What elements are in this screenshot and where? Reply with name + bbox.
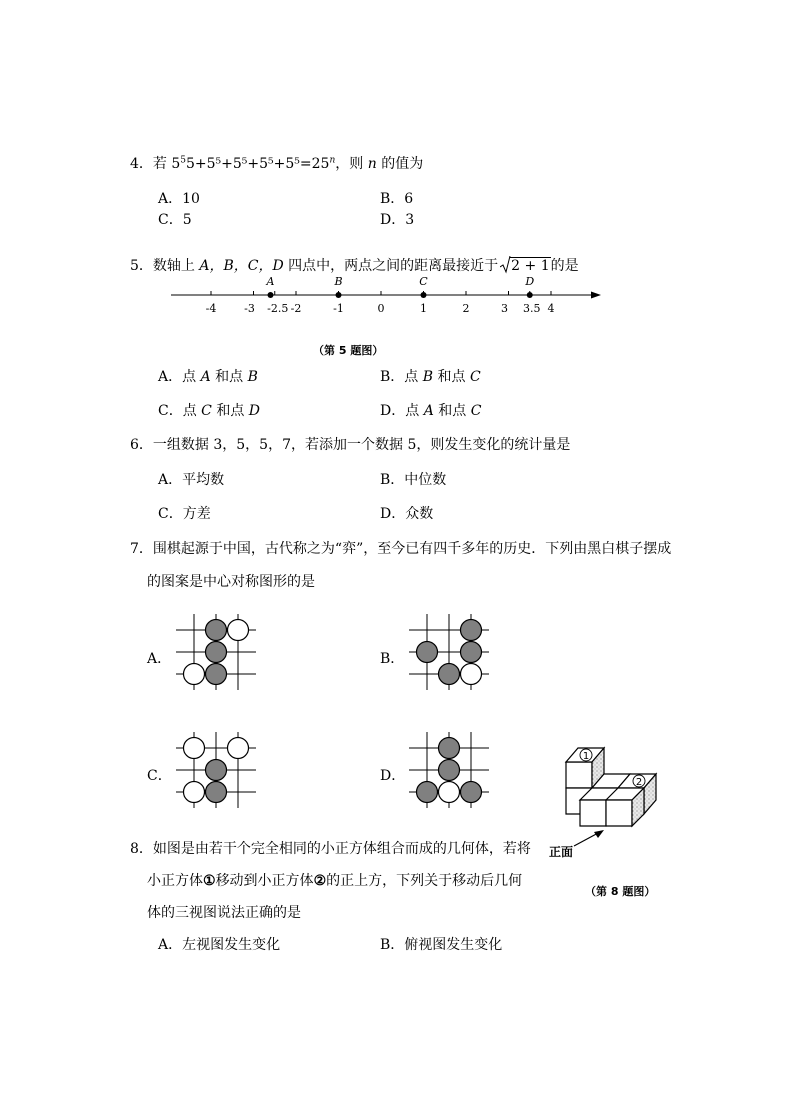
tick-label: -2.5 <box>267 302 289 315</box>
q4-stem <box>130 153 423 173</box>
q6-option-b[interactable] <box>380 469 446 489</box>
q5-option-c[interactable] <box>158 400 260 420</box>
option-text: 10 <box>182 191 200 207</box>
option-text: 3 <box>405 212 415 228</box>
q4-stem-end: 的值为 <box>376 156 424 172</box>
option-label: D． <box>380 403 406 419</box>
tick-label: -1 <box>333 302 344 315</box>
go-pattern-a[interactable] <box>172 612 264 692</box>
option-text: 和点 <box>210 369 248 385</box>
option-label: C． <box>158 506 183 522</box>
q7-stem-text: 围棋起源于中国，古代称之为“弈”，至今已有四千多年的历史．下列由黑白棋子摆成 <box>152 541 672 557</box>
go-pattern-c[interactable] <box>172 730 264 810</box>
q4-option-a[interactable] <box>158 188 200 208</box>
option-var: C <box>470 403 482 419</box>
white-stone <box>228 738 249 759</box>
option-label: A． <box>158 369 183 385</box>
cube-front-b <box>606 800 632 826</box>
option-text: 俯视图发生变化 <box>404 937 503 953</box>
q4-option-d[interactable] <box>380 209 414 229</box>
option-label: C． <box>158 403 183 419</box>
option-var: B <box>422 369 434 385</box>
option-label: D． <box>380 506 406 522</box>
q5-stem-b: 四点中，两点之间的距离最接近于 <box>283 258 499 274</box>
go-pattern-d[interactable] <box>405 730 497 810</box>
black-stone <box>206 620 227 641</box>
option-var: B <box>247 369 258 385</box>
option-text: 和点 <box>433 403 471 419</box>
option-text: 6 <box>404 191 414 207</box>
q8-stem-line2 <box>147 870 522 890</box>
point-label: C <box>419 275 428 288</box>
q8-option-a[interactable] <box>158 934 280 954</box>
option-label: B． <box>380 369 405 385</box>
point-marker <box>268 292 274 298</box>
cube-front-a <box>580 800 606 826</box>
q8-option-b[interactable] <box>380 934 502 954</box>
q7-option-b-label[interactable]: B． <box>380 651 405 667</box>
option-text: 中位数 <box>404 472 447 488</box>
black-stone <box>206 782 227 803</box>
black-stone <box>206 760 227 781</box>
option-var: C <box>201 403 212 419</box>
q5-points-text: A，B，C，D <box>199 258 284 274</box>
tick-label: -2 <box>290 302 302 315</box>
black-stone <box>461 642 482 663</box>
point-label: B <box>334 275 343 288</box>
q7-stem-line2: 的图案是中心对称图形的是 <box>147 574 315 590</box>
q5-caption: （第 5 题图） <box>313 344 384 357</box>
option-var: A <box>423 403 434 419</box>
tick-label: 1 <box>420 302 427 315</box>
q4-exp-n: n <box>329 155 336 166</box>
q7-stem-line1 <box>130 538 671 558</box>
q8-stem-part: 移动到小正方体 <box>215 873 314 889</box>
option-label: B． <box>380 937 405 953</box>
black-stone <box>206 664 227 685</box>
tick-label: -3 <box>244 302 255 315</box>
q8-stem-line3: 体的三视图说法正确的是 <box>147 905 301 921</box>
option-text: 点 <box>405 403 424 419</box>
q7-number: 7． <box>130 541 153 557</box>
q8-stem-part: 的正上方，下列关于移动后几何 <box>326 873 523 889</box>
q8-caption: （第 8 题图） <box>585 885 656 898</box>
option-text: 方差 <box>182 506 211 522</box>
q5-option-a[interactable] <box>158 366 258 386</box>
option-text: 平均数 <box>182 472 225 488</box>
q8-stem-line1 <box>130 838 531 858</box>
q8-number: 8． <box>130 841 153 857</box>
black-stone <box>439 738 460 759</box>
q4-option-c[interactable] <box>158 209 192 229</box>
point-marker <box>421 292 427 298</box>
q8-stem-part: 小正方体 <box>147 873 203 889</box>
option-var: A <box>200 369 211 385</box>
q4-option-b[interactable] <box>380 188 413 208</box>
tick-label: 2 <box>462 302 470 315</box>
q4-number: 4． <box>130 156 153 172</box>
white-stone <box>461 664 482 685</box>
white-stone <box>184 664 205 685</box>
q4-stem-text: 5+5⁵+5⁵+5⁵+5⁵=25 <box>186 156 330 172</box>
option-text: 点 <box>404 369 423 385</box>
black-stone <box>439 664 460 685</box>
point-marker <box>527 292 533 298</box>
cube-1-ref: ① <box>203 873 216 889</box>
cube-1-label: 1 <box>582 751 590 762</box>
white-stone <box>439 782 460 803</box>
q8-stem-text: 如图是由若干个完全相同的小正方体组合而成的几何体，若将 <box>152 841 531 857</box>
q6-number: 6． <box>130 437 153 453</box>
tick-marks <box>211 291 551 295</box>
option-text: 点 <box>182 403 202 419</box>
black-stone <box>461 782 482 803</box>
point-label: A <box>266 275 275 288</box>
white-stone <box>184 738 205 759</box>
white-stone <box>184 782 205 803</box>
black-stone <box>439 760 460 781</box>
q7-option-c-label[interactable]: C． <box>147 768 172 784</box>
q4-exp-5: 5 <box>180 155 187 166</box>
option-label: A． <box>158 937 183 953</box>
number-line-arrow <box>591 292 601 299</box>
option-text: 左视图发生变化 <box>182 937 281 953</box>
q5-number: 5． <box>130 258 153 274</box>
q4-var-n: n <box>367 156 377 172</box>
option-text: 和点 <box>211 403 249 419</box>
q7-option-d-label[interactable]: D． <box>380 768 406 784</box>
point-marker <box>336 292 342 298</box>
option-label: B． <box>380 472 405 488</box>
option-label: A． <box>158 191 183 207</box>
q6-option-d[interactable] <box>380 503 433 523</box>
black-stone <box>417 642 438 663</box>
q6-stem <box>130 434 570 454</box>
option-text: 和点 <box>433 369 470 385</box>
point-label: D <box>525 275 535 288</box>
q6-option-c[interactable] <box>158 503 211 523</box>
option-text: 点 <box>182 369 201 385</box>
q6-stem-text: 一组数据 3，5，5，7，若添加一个数据 5，则发生变化的统计量是 <box>152 437 571 453</box>
cube-figure <box>548 738 670 832</box>
white-stone <box>228 620 249 641</box>
front-label: 正面 <box>549 845 574 859</box>
q7-option-a-label[interactable]: A． <box>147 651 172 667</box>
cube-2-ref: ② <box>313 873 327 889</box>
option-label: D． <box>380 212 406 228</box>
sqrt-expr: 2 + 1 <box>511 258 550 274</box>
tick-label: 0 <box>377 302 385 315</box>
cube-1-front <box>566 762 592 788</box>
front-arrow <box>570 826 610 850</box>
tick-label: 4 <box>547 302 555 315</box>
option-var: D <box>248 403 261 419</box>
q4-stem-prefix: 若 5 <box>152 156 181 172</box>
option-label: B． <box>380 191 405 207</box>
tick-label: 3.5 <box>523 302 541 315</box>
q5-stem-a: 数轴上 <box>152 258 200 274</box>
q5-option-d[interactable] <box>380 400 481 420</box>
q5-stem-c: 的是 <box>550 258 579 274</box>
tick-label: 3 <box>501 302 508 315</box>
q6-option-a[interactable] <box>158 469 224 489</box>
go-pattern-b[interactable] <box>405 612 497 692</box>
option-label: A． <box>158 472 183 488</box>
cube-2-label: 2 <box>635 777 643 788</box>
option-text: 5 <box>182 212 192 228</box>
q5-option-b[interactable] <box>380 366 481 386</box>
black-stone <box>461 620 482 641</box>
option-label: C． <box>158 212 183 228</box>
tick-label: -4 <box>205 302 217 315</box>
black-stone <box>417 782 438 803</box>
option-var: C <box>469 369 481 385</box>
option-text: 众数 <box>405 506 434 522</box>
black-stone <box>206 642 227 663</box>
q4-stem-suffix: ，则 <box>335 156 368 172</box>
